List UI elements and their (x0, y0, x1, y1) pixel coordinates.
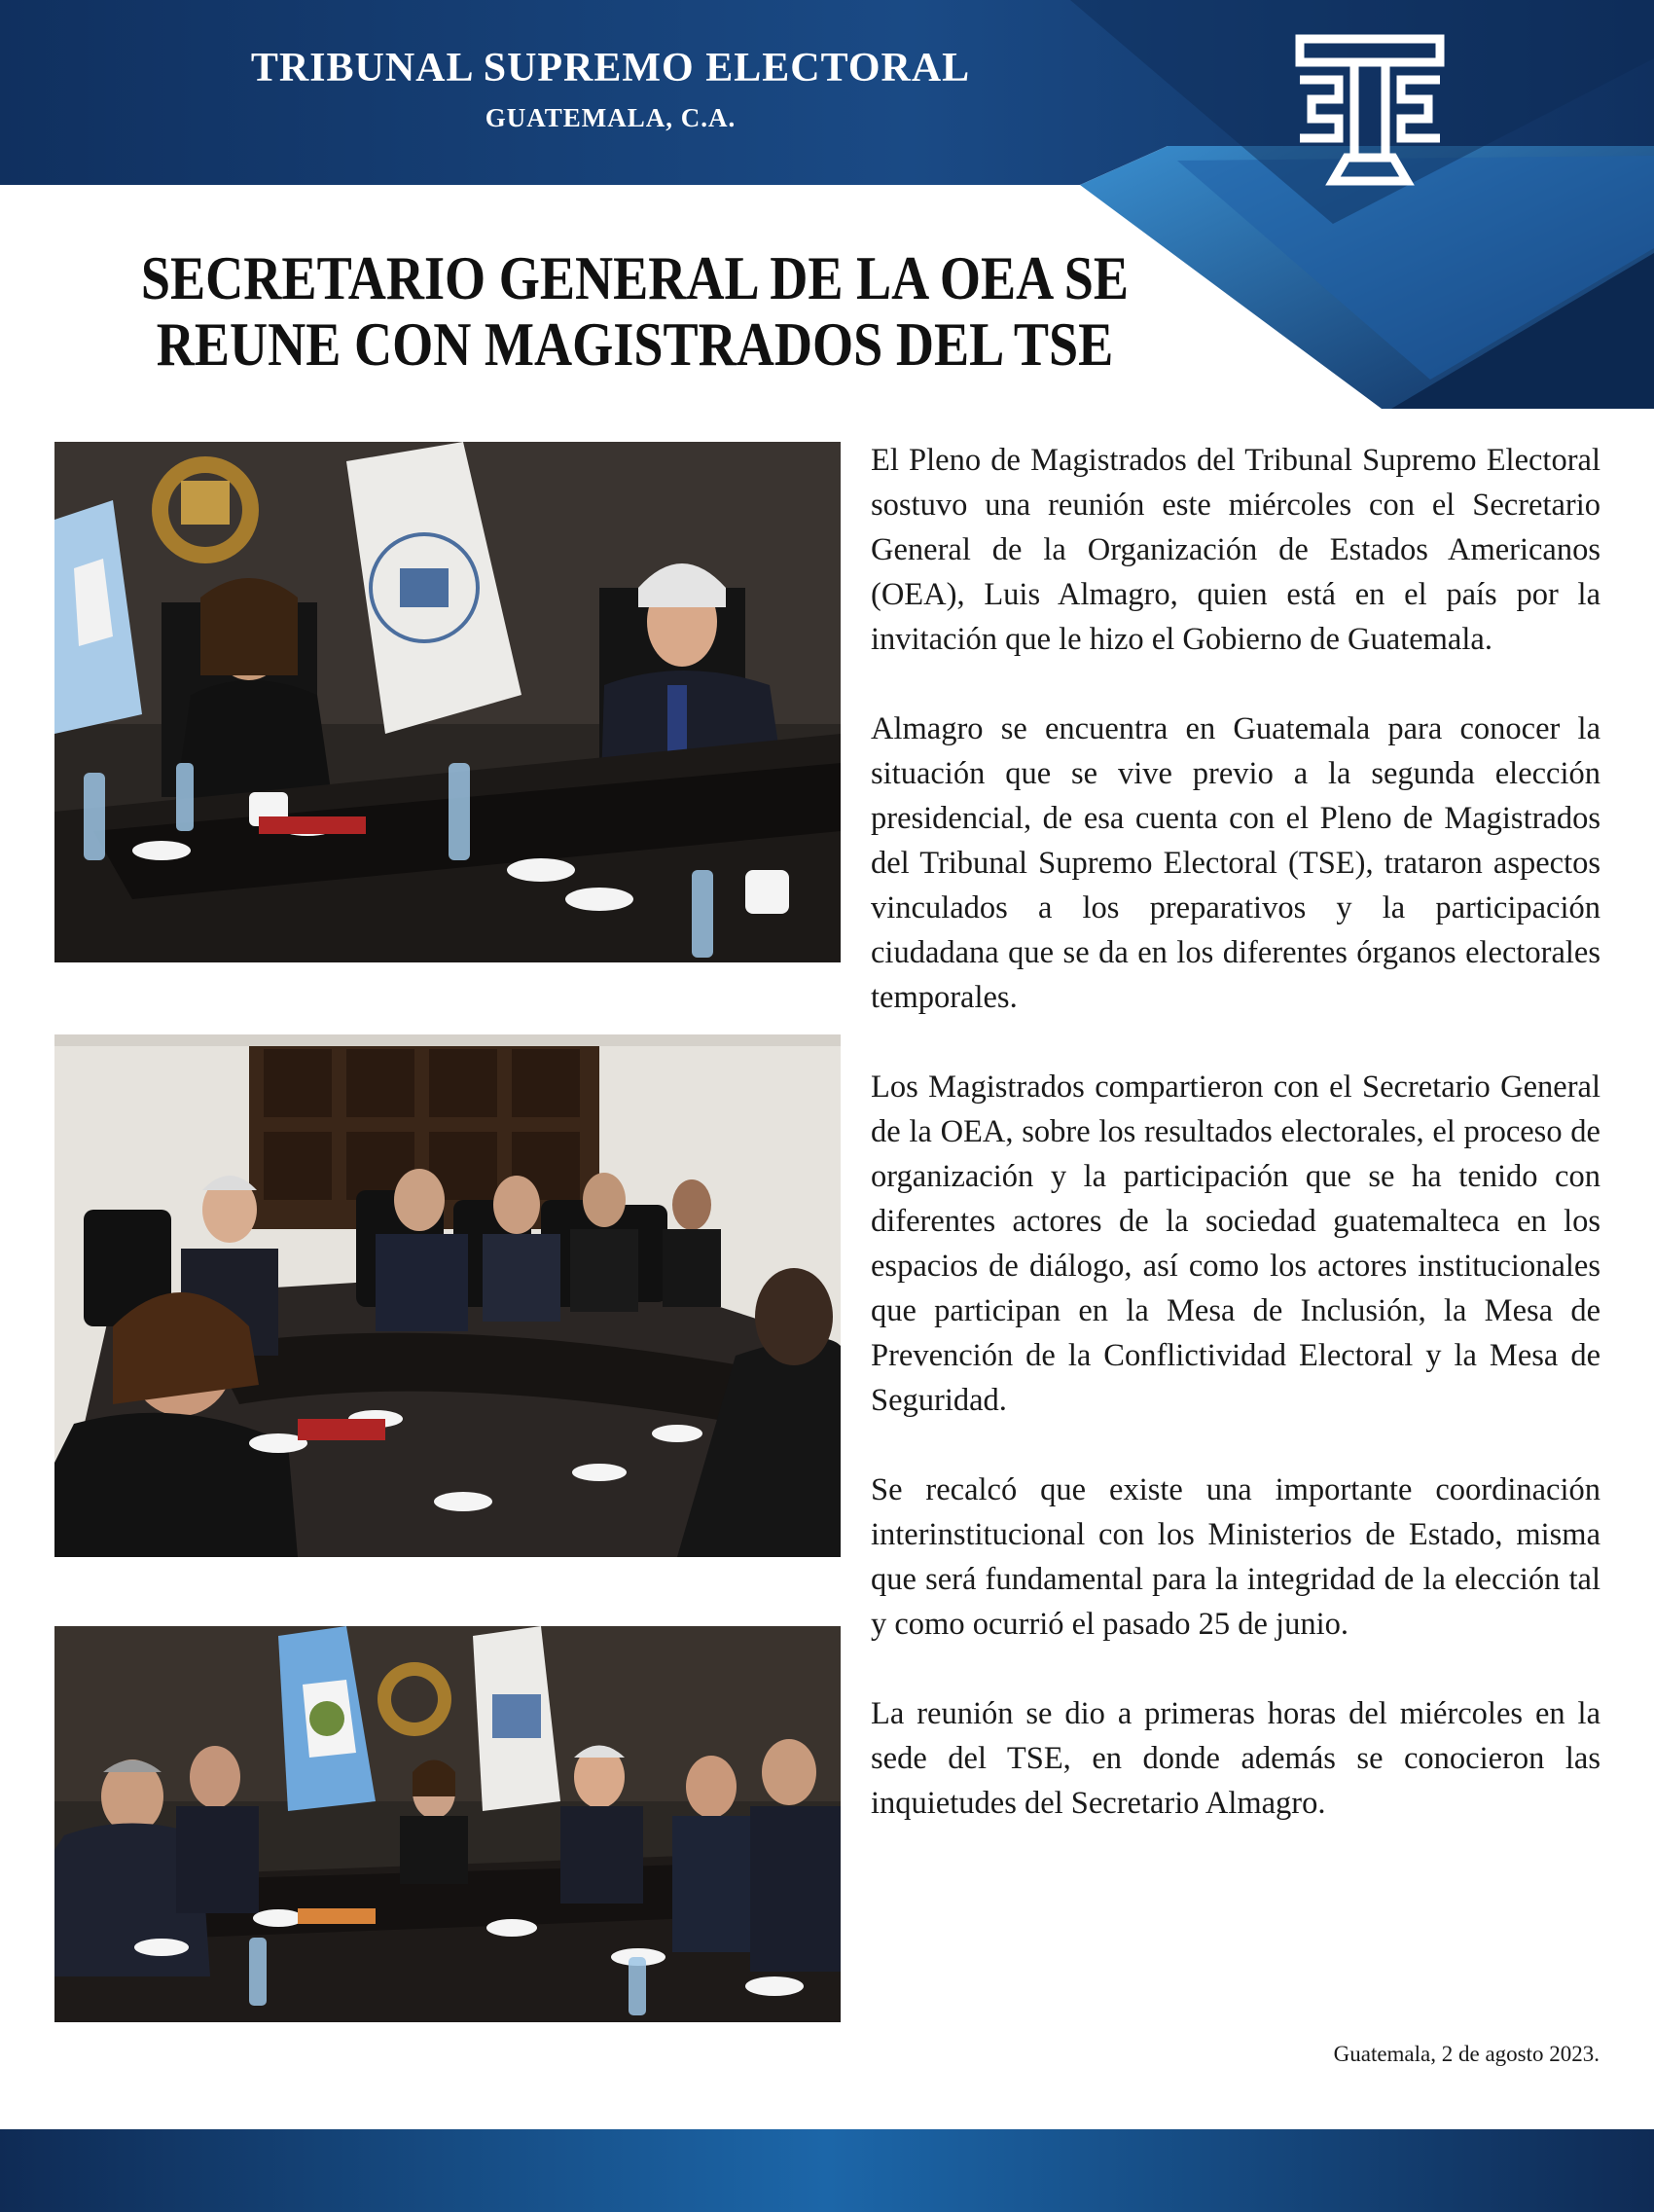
organization-name: TRIBUNAL SUPREMO ELECTORAL (250, 46, 971, 91)
article-paragraph: Almagro se encuentra en Guatemala para conocer la situación que se vive previo a la segunda elección presidencial, de esa cuenta con el Pleno de Magistrados del Tribunal Supremo Electoral (TSE), trataron aspectos vinculados a los preparativos y la participación ciudadana que se da en los diferentes órganos electorales temporales. (871, 711, 1600, 1015)
article-paragraph: El Pleno de Magistrados del Tribunal Supremo Electoral sostuvo una reunión este miércoles con el Secretario General de la Organización de Estados Americanos (OEA), Luis Almagro, quien está en el país por la invitación que le hizo el Gobierno de Guatemala. (871, 443, 1600, 657)
article-paragraph: Los Magistrados compartieron con el Secretario General de la OEA, sobre los resultados electorales, el proceso de organización y la participación que se ha tenido con diferentes actores de la sociedad guatemalteca en los espacios de diálogo, así como los actores institucionales que participan en la Mesa de Inclusión, la Mesa de Prevención de la Conflictividad Electoral y la Mesa de Seguridad. (871, 1070, 1600, 1418)
article-paragraph: La reunión se dio a primeras horas del miércoles en la sede del TSE, en donde además se conocieron las inquietudes del Secretario Almagro. (871, 1696, 1600, 1821)
headline (123, 245, 1148, 378)
organization-location: GUATEMALA, C.A. (485, 103, 737, 132)
footer-bar (0, 2129, 1654, 2212)
headline-line-2: REUNE CON MAGISTRADOS DEL TSE (156, 310, 1114, 379)
meeting-photo-2 (54, 1034, 841, 1557)
meeting-photo-3 (54, 1626, 841, 2022)
tse-logo-icon (1294, 33, 1446, 187)
article-body (871, 438, 1600, 1826)
article-paragraph: Se recalcó que existe una importante coordinación interinstitucional con los Ministerios de Estado, misma que será fundamental para la integridad de la elección tal y como ocurrió el pasado 25 de junio. (871, 1472, 1600, 1642)
headline-line-1: SECRETARIO GENERAL DE LA OEA SE (140, 244, 1130, 312)
dateline: Guatemala, 2 de agosto 2023. (1333, 2042, 1600, 2066)
meeting-photo-1 (54, 442, 841, 962)
